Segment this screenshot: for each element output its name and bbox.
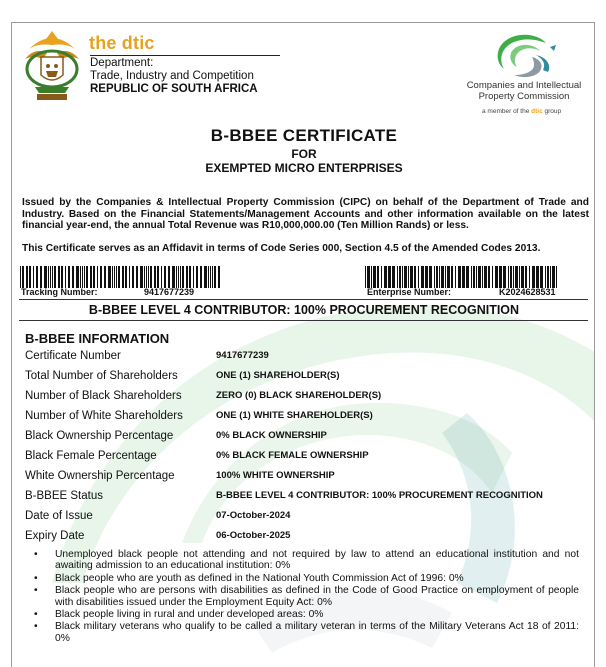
info-label: Number of Black Shareholders (25, 390, 182, 402)
certificate-title: B-BBEE CERTIFICATE (210, 126, 398, 145)
barcode-bar (515, 266, 518, 288)
barcode-bar (161, 266, 162, 288)
info-value: 0% BLACK OWNERSHIP (216, 430, 327, 441)
barcode-bar (552, 266, 555, 288)
barcode-bar (367, 266, 370, 288)
info-row (25, 370, 585, 388)
list-item-text: Unemployed black people not attending and not required by law to attend an educational institution and not awaiting admission to an educational institution: 0% (55, 549, 579, 572)
bullet-icon: • (34, 609, 38, 621)
barcode-bar (172, 266, 175, 288)
info-value: 100% WHITE OWNERSHIP (216, 470, 335, 481)
info-row (25, 430, 585, 448)
barcode-bar (436, 266, 438, 288)
certificate-page (11, 22, 595, 667)
barcode-bar (429, 266, 432, 288)
info-row (25, 490, 585, 508)
barcode-bar (86, 266, 88, 288)
barcode-bar (508, 266, 509, 288)
divider (19, 299, 588, 300)
barcode-bar (40, 266, 42, 288)
barcode-bar (33, 266, 34, 288)
barcode-bar (462, 266, 465, 288)
barcode-bar (122, 266, 124, 288)
barcode-bar (20, 266, 21, 288)
barcode-bar (519, 266, 520, 288)
barcode-bar (536, 266, 539, 288)
list-item (34, 609, 579, 620)
info-row (25, 450, 585, 468)
barcode-bar (441, 266, 444, 288)
barcode-bar (193, 266, 194, 288)
barcode-bar (425, 266, 428, 288)
barcode-bar (118, 266, 120, 288)
dtic-logo-text: the dtic (89, 33, 155, 53)
info-row (25, 350, 585, 368)
barcode-bar (116, 266, 117, 288)
barcode-bar (381, 266, 382, 288)
barcode-bar (540, 266, 543, 288)
issued-by-paragraph: Issued by the Companies & Intellectual Property Commission (CIPC) on behalf of the Department of Trade and Industry. Based on the Financial Statements/Management Accounts and other information available on the latest financial year-end, the annual Total Revenue was R10,000,000.00 (Ten Million Rands) or less. (22, 197, 589, 231)
tracking-number-label: Tracking Number: (21, 287, 98, 297)
barcode-bar (410, 266, 413, 288)
info-label: B-BBEE Status (25, 490, 103, 502)
affidavit-statement: This Certificate serves as an Affidavit in terms of Code Series 000, Section 4.5 of the Amended Codes 2013. (22, 243, 541, 254)
barcode-bar (61, 266, 63, 288)
list-item (34, 573, 579, 584)
barcode-bar (471, 266, 472, 288)
enterprise-number-value: K2024628531 (499, 287, 556, 297)
barcode-bar (547, 266, 549, 288)
cipc-name-line-2: Property Commission (478, 91, 570, 102)
barcode-bar (136, 266, 138, 288)
barcode-bar (466, 266, 469, 288)
barcode-bar (373, 266, 376, 288)
barcode-bar (556, 266, 557, 288)
barcode-bar (414, 266, 416, 288)
list-item (34, 621, 579, 644)
info-row (25, 390, 585, 408)
info-value: ONE (1) WHITE SHAREHOLDER(S) (216, 410, 373, 421)
barcode-bar (54, 266, 56, 288)
barcode-bar (445, 266, 446, 288)
barcode-bar (84, 266, 85, 288)
barcode-bar (399, 266, 401, 288)
barcode-bar (104, 266, 106, 288)
barcode-bar (495, 266, 498, 288)
barcode-bar (473, 266, 475, 288)
barcode-bar (545, 266, 546, 288)
dtic-logo-rule (90, 55, 280, 56)
barcode-bar (90, 266, 92, 288)
barcode-bar (164, 266, 166, 288)
info-row (25, 470, 585, 488)
barcode-bar (392, 266, 395, 288)
list-item-text: Black people who are persons with disabilities as defined in the Code of Good Practice on employment of people with disabilities issued under the Employment Equity Act: 0% (55, 585, 579, 608)
barcode-bar (97, 266, 98, 288)
barcode-bar (112, 266, 113, 288)
list-item-text: Black people living in rural and under developed areas: 0% (55, 609, 324, 621)
barcode-bar (455, 266, 456, 288)
barcode-bar (488, 266, 490, 288)
info-label: Black Female Percentage (25, 450, 157, 462)
divider (19, 320, 588, 321)
list-item (34, 549, 579, 572)
barcode-bar (80, 266, 81, 288)
bullet-icon: • (34, 572, 38, 584)
barcode-bar (65, 266, 66, 288)
cipc-logo-icon (488, 31, 560, 81)
info-value: ZERO (0) BLACK SHAREHOLDER(S) (216, 390, 382, 401)
designated-groups-list (34, 549, 579, 645)
cipc-name (464, 80, 584, 102)
barcode-bar (148, 266, 149, 288)
certificate-title-for: FOR (291, 147, 317, 161)
barcode-bar (451, 266, 453, 288)
barcode-bar (377, 266, 379, 288)
info-row (25, 510, 585, 528)
info-label: Total Number of Shareholders (25, 370, 178, 382)
cipc-member-suffix: group (544, 108, 562, 115)
barcode-bar (447, 266, 450, 288)
coat-of-arms-icon (21, 29, 83, 103)
info-value: 9417677239 (216, 350, 269, 361)
barcode-bar (521, 266, 524, 288)
barcode-bar (140, 266, 143, 288)
info-value: B-BBEE LEVEL 4 CONTRIBUTOR: 100% PROCUREMENT RECOGNITION (216, 490, 543, 501)
barcode-bar (44, 266, 47, 288)
info-value: 07-October-2024 (216, 510, 291, 521)
barcode-bar (388, 266, 391, 288)
barcode-bar (178, 266, 179, 288)
barcode-bar (48, 266, 49, 288)
barcode-bar (418, 266, 419, 288)
barcode-bar (402, 266, 403, 288)
bullet-icon: • (34, 585, 38, 597)
cipc-member-brand: dtic (531, 108, 543, 115)
barcode-bar (204, 266, 207, 288)
barcode-bar (100, 266, 102, 288)
list-item-text: Black military veterans who qualify to be called a military veteran in terms of the Military Veterans Act 18 of 2011: 0% (55, 621, 579, 644)
bullet-icon: • (34, 621, 38, 633)
barcode-bar (384, 266, 387, 288)
barcode-bar (478, 266, 481, 288)
cipc-member-prefix: a member of the (482, 108, 530, 115)
barcode-bar (484, 266, 487, 288)
info-label: Expiry Date (25, 530, 85, 542)
barcode-bar (50, 266, 51, 288)
barcode-bar (196, 266, 198, 288)
barcode-bar (76, 266, 79, 288)
barcode-bar (150, 266, 152, 288)
tracking-number-value: 9417677239 (144, 287, 195, 297)
barcode-bar (482, 266, 483, 288)
barcode-bar (182, 266, 184, 288)
barcode-bar (189, 266, 191, 288)
barcode-bar (525, 266, 527, 288)
info-label: White Ownership Percentage (25, 470, 175, 482)
barcode-bar (510, 266, 512, 288)
enterprise-barcode (365, 266, 558, 288)
barcode-bar (208, 266, 209, 288)
level-recognition: B-BBEE LEVEL 4 CONTRIBUTOR: 100% PROCUREMENT RECOGNITION (88, 303, 520, 317)
barcode-bar (26, 266, 28, 288)
barcode-bar (404, 266, 407, 288)
barcode-bar (176, 266, 177, 288)
barcode-bar (125, 266, 127, 288)
barcode-bar (458, 266, 461, 288)
cipc-name-line-1: Companies and Intellectual (466, 80, 582, 91)
enterprise-number-label: Enterprise Number: (367, 287, 452, 297)
barcode-bar (210, 266, 211, 288)
barcode-bar (218, 266, 220, 288)
barcode-bar (421, 266, 424, 288)
barcode-bar (154, 266, 156, 288)
barcode-bar (492, 266, 493, 288)
dept-line-3: REPUBLIC OF SOUTH AFRICA (90, 83, 258, 95)
cipc-member-tagline (482, 108, 561, 115)
barcode-bar (371, 266, 372, 288)
barcode-bar (214, 266, 216, 288)
barcode-bar (550, 266, 551, 288)
info-value: 0% BLACK FEMALE OWNERSHIP (216, 450, 369, 461)
barcode-bar (157, 266, 159, 288)
barcode-bar (82, 266, 83, 288)
barcode-bar (22, 266, 24, 288)
barcode-bar (58, 266, 60, 288)
barcode-bar (397, 266, 398, 288)
barcode-bar (68, 266, 70, 288)
barcode-bar (144, 266, 145, 288)
info-label: Date of Issue (25, 510, 93, 522)
barcode-bar (186, 266, 188, 288)
barcode-bar (408, 266, 409, 288)
barcode-bar (93, 266, 95, 288)
tracking-barcode (20, 266, 220, 288)
barcode-bar (532, 266, 535, 288)
barcode-bar (36, 266, 38, 288)
barcode-bar (180, 266, 181, 288)
info-label: Certificate Number (25, 350, 121, 362)
barcode-bar (29, 266, 31, 288)
barcode-bar (439, 266, 440, 288)
info-row (25, 530, 585, 548)
barcode-bar (108, 266, 111, 288)
certificate-subtitle: EXEMPTED MICRO ENTERPRISES (205, 161, 403, 175)
barcode-bar (529, 266, 530, 288)
barcode-bar (476, 266, 477, 288)
info-value: ONE (1) SHAREHOLDER(S) (216, 370, 340, 381)
info-label: Black Ownership Percentage (25, 430, 174, 442)
barcode-bar (114, 266, 115, 288)
bullet-icon: • (34, 549, 38, 560)
barcode-bar (132, 266, 134, 288)
barcode-bar (200, 266, 202, 288)
barcode-bar (503, 266, 506, 288)
barcode-bar (434, 266, 435, 288)
info-row (25, 410, 585, 428)
barcode-bar (212, 266, 213, 288)
barcode-bar (146, 266, 147, 288)
barcode-bar (129, 266, 130, 288)
list-item-text: Black people who are youth as defined in the National Youth Commission Act of 1996: 0% (55, 572, 464, 584)
info-label: Number of White Shareholders (25, 410, 183, 422)
info-heading: B-BBEE INFORMATION (25, 331, 170, 346)
barcode-bar (499, 266, 502, 288)
info-value: 06-October-2025 (216, 530, 291, 541)
barcode-bar (365, 266, 366, 288)
list-item (34, 585, 579, 608)
dept-line-2: Trade, Industry and Competition (90, 70, 254, 82)
barcode-bar (72, 266, 74, 288)
dept-line-1: Department: (90, 57, 154, 69)
barcode-bar (513, 266, 514, 288)
barcode-bar (168, 266, 170, 288)
barcode-bar (52, 266, 53, 288)
